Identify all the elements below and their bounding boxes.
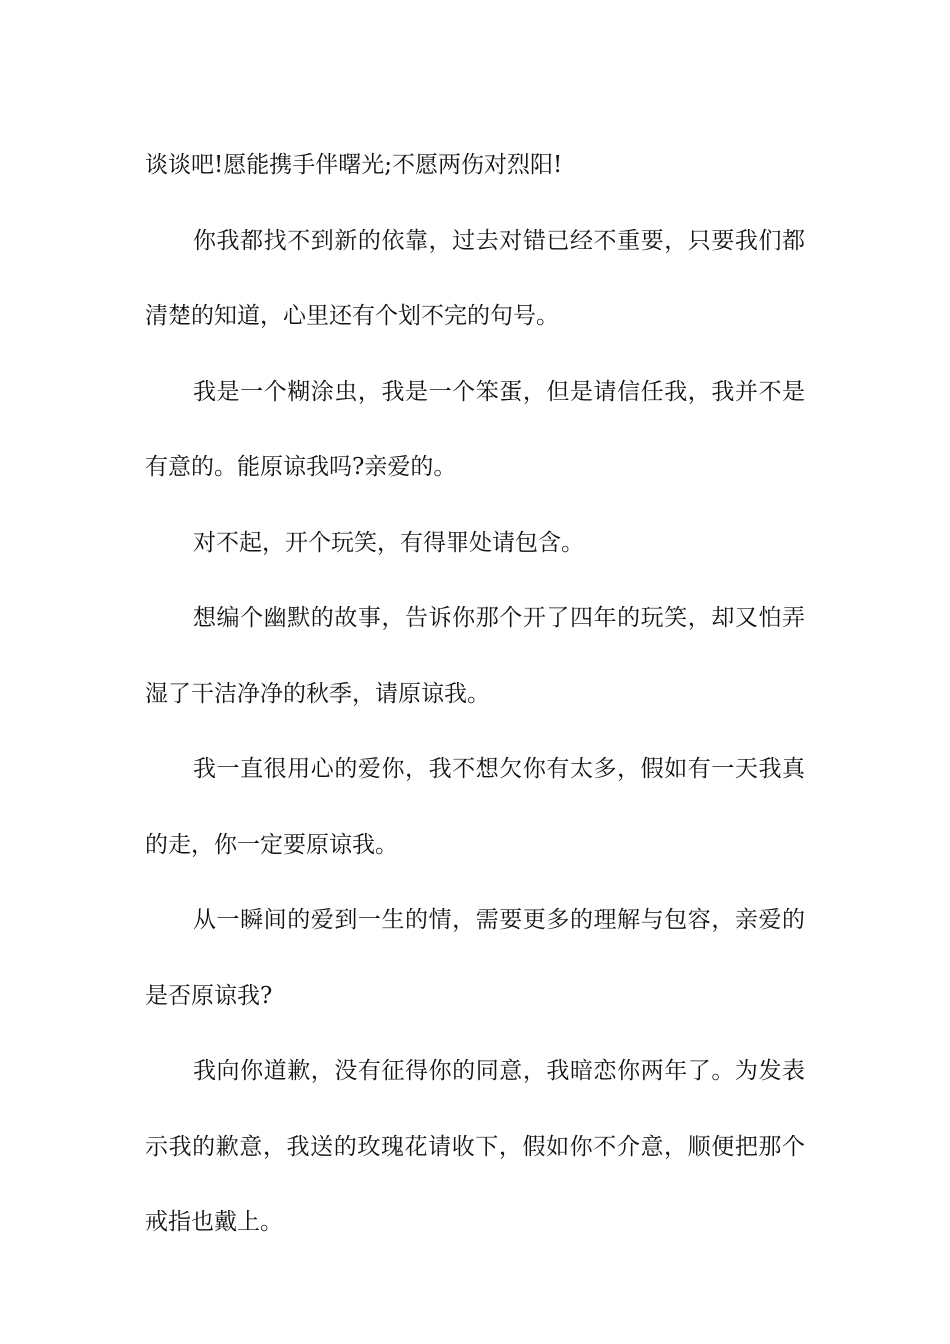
paragraph: 谈谈吧!愿能携手伴曙光;不愿两伤对烈阳! [145,152,563,178]
paragraph: 从一瞬间的爱到一生的情，需要更多的理解与包容，亲爱的是否原谅我? [145,907,805,1009]
paragraph: 对不起，开个玩笑，有得罪处请包含。 [193,529,584,556]
document-body [145,128,805,1261]
paragraph: 我向你道歉，没有征得你的同意，我暗恋你两年了。为发表示我的歉意，我送的玫瑰花请收下，假如你不介意，顺便把那个戒指也戴上。 [145,1058,805,1235]
paragraph: 想编个幽默的故事，告诉你那个开了四年的玩笑，却又怕弄湿了干洁净净的秋季，请原谅我。 [145,605,805,707]
paragraph: 你我都找不到新的依靠，过去对错已经不重要，只要我们都清楚的知道，心里还有个划不完的句号。 [145,227,805,329]
paragraph: 我是一个糊涂虫，我是一个笨蛋，但是请信任我，我并不是有意的。能原谅我吗?亲爱的。 [145,378,805,480]
paragraph: 我一直很用心的爱你，我不想欠你有太多，假如有一天我真的走，你一定要原谅我。 [145,756,805,858]
